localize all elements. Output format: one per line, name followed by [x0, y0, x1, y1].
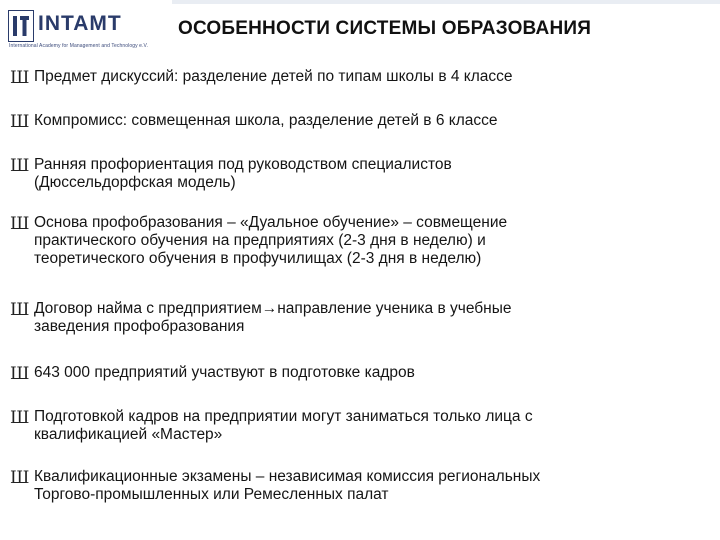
bullet-item	[10, 112, 700, 132]
bullet-marker-icon: Ш	[10, 468, 30, 488]
bullet-item	[10, 300, 700, 336]
top-divider	[172, 0, 720, 4]
page-title: ОСОБЕННОСТИ СИСТЕМЫ ОБРАЗОВАНИЯ	[178, 18, 592, 39]
bullet-marker-icon: Ш	[10, 300, 30, 320]
bullet-text: Основа профобразования – «Дуальное обучение» – совмещение практического обучения на предприятиях (2-3 дня в неделю) и теоретического обучения в профучилищах (2-3 дня в неделю)	[34, 214, 508, 267]
logo-mark-icon	[8, 10, 34, 42]
bullet-item	[10, 468, 700, 504]
logo-tagline: International Academy for Management and Technology e.V.	[9, 43, 149, 49]
bullet-item	[10, 156, 700, 192]
bullet-item	[10, 214, 700, 268]
bullet-text: 643 000 предприятий участвуют в подготовке кадров	[34, 364, 415, 381]
bullet-marker-icon: Ш	[10, 408, 30, 428]
bullet-text: Договор найма с предприятием→направление ученика в учебные заведения профобразования	[34, 300, 512, 335]
bullet-marker-icon: Ш	[10, 68, 30, 88]
logo-name: INTAMT	[38, 12, 122, 35]
bullet-item	[10, 68, 700, 88]
bullet-item	[10, 408, 700, 444]
bullet-marker-icon: Ш	[10, 156, 30, 176]
bullet-text: Предмет дискуссий: разделение детей по типам школы в 4 классе	[34, 68, 513, 85]
bullet-text: Квалификационные экзамены – независимая комиссия региональных Торгово-промышленных или Ремесленных палат	[34, 468, 541, 503]
logo	[6, 8, 166, 50]
bullet-text: Подготовкой кадров на предприятии могут заниматься только лица с квалификацией «Мастер»	[34, 408, 533, 443]
bullet-item	[10, 364, 700, 384]
bullet-marker-icon: Ш	[10, 112, 30, 132]
bullet-text: Ранняя профориентация под руководством специалистов (Дюссельдорфская модель)	[34, 156, 452, 191]
bullet-marker-icon: Ш	[10, 364, 30, 384]
bullet-marker-icon: Ш	[10, 214, 30, 234]
bullet-text: Компромисс: совмещенная школа, разделение детей в 6 классе	[34, 112, 498, 129]
